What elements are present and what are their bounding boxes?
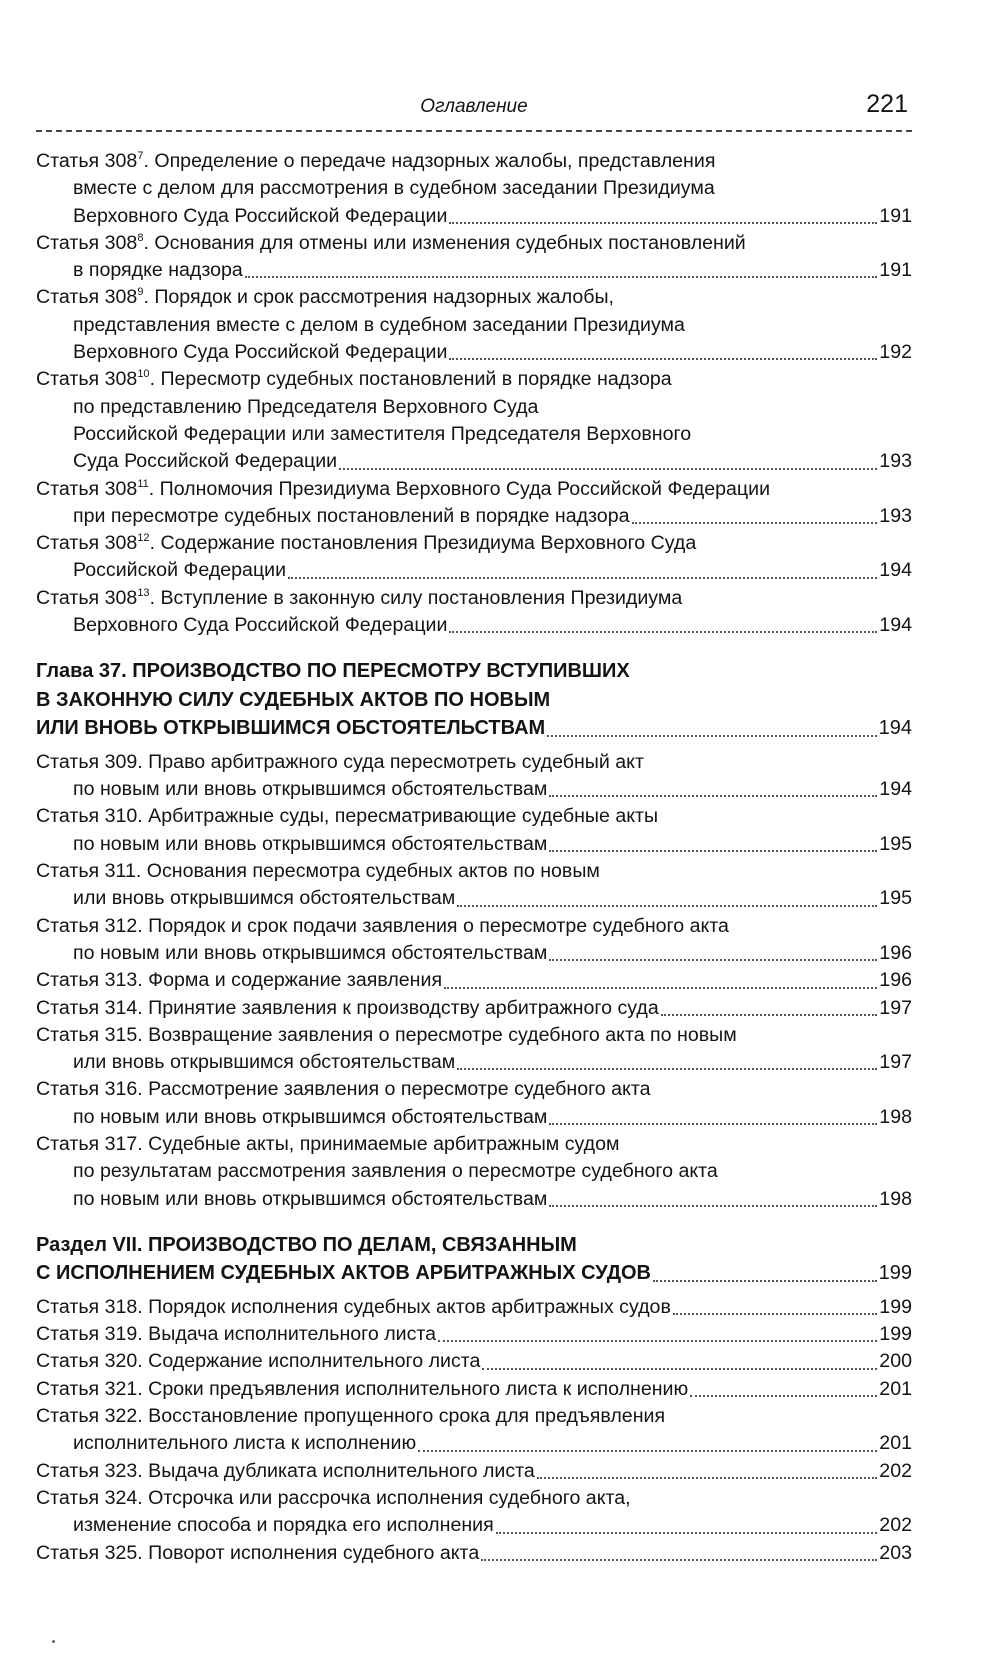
entry-page-number: 193 [879,504,912,527]
dot-leader [549,959,877,961]
toc-entry[interactable] [36,858,912,913]
dot-leader [438,1340,877,1342]
entry-title-line: Статья 325. Поворот исполнения судебного акта [36,1541,480,1564]
dot-leader [690,1395,877,1397]
table-of-contents [36,148,912,1567]
chapter-page-number: 194 [878,717,912,740]
article-superscript: 13 [137,586,150,599]
entry-title-line: Статья 323. Выдача дубликата исполнительного листа [36,1459,535,1482]
entry-page-number: 200 [879,1350,912,1373]
toc-entry[interactable] [36,1076,912,1131]
entry-page-number: 194 [879,614,912,637]
chapter-title-line: Глава 37. ПРОИЗВОДСТВО ПО ПЕРЕСМОТРУ ВСТУПИВШИХ [36,660,630,683]
dot-leader [549,1123,877,1125]
entry-title-line: Верховного Суда Российской Федерации [73,341,448,364]
dot-leader [653,1280,877,1282]
entry-title-line: вместе с делом для рассмотрения в судебном заседании Президиума [73,177,715,200]
toc-entry[interactable]: Статья $308^9$. Порядок и срок рассмотрения надзорных жалобы, представления вместе с делом в судебном заседании Президиума Верховного Суда Российской Федерации 192 [36,284,912,366]
entry-title-line: Определение о передаче надзорных жалобы, представления [154,150,716,172]
entry-title-line: Пересмотр судебных постановлений в порядке надзора [160,368,672,391]
article-label: Статья 308 [36,231,138,254]
entry-title-line: по результатам рассмотрения заявления о пересмотре судебного акта [73,1160,718,1183]
article-label: Статья 308 [36,368,138,391]
article-superscript: 10 [137,368,150,381]
entry-title-line: Статья 318. Порядок исполнения судебных актов арбитражных судов [36,1295,671,1318]
toc-entry[interactable]: Статья $308^{11}$. Полномочия Президиума Верховного Суда Российской Федерации при пересмотре судебных постановлений в порядке надзора 193 [36,476,912,531]
article-label: Статья 308 [36,477,138,500]
dot-leader [449,222,877,224]
toc-entry[interactable]: Статья $308^8$. Основания для отмены или изменения судебных постановлений в порядке надзора 191 [36,230,912,285]
entry-title-line: Статья 322. Восстановление пропущенного срока для предъявления [36,1405,666,1428]
chapter-title-line: В ЗАКОННУЮ СИЛУ СУДЕБНЫХ АКТОВ ПО НОВЫМ [36,688,551,711]
entry-title-line: Порядок и срок рассмотрения надзорных жалобы, [154,286,615,309]
toc-entry[interactable] [36,749,912,804]
entry-page-number: 192 [879,341,912,364]
dot-leader [245,276,877,278]
toc-entry[interactable]: Статья $308^{10}$. Пересмотр судебных постановлений в порядке надзора по представлению Председателя Верховного Суда Российской Федерации или заместителя Председателя Верховного Суда Российской Федерации 193 [36,366,912,475]
entry-page-number: 194 [879,559,912,582]
toc-entry[interactable] [36,803,912,858]
entry-page-number: 203 [879,1541,912,1564]
entry-title-line: Статья 314. Принятие заявления к производству арбитражного суда [36,996,659,1019]
toc-entry[interactable] [36,1540,912,1567]
article-label: Статья 308 [36,150,138,172]
entry-page-number: 198 [879,1187,912,1210]
entry-title-line: по новым или вновь открывшимся обстоятельствам [73,832,548,855]
entry-title-line: Российской Федерации [73,559,287,582]
toc-entry[interactable] [36,1022,912,1077]
section-page-number: 199 [878,1262,912,1285]
entry-title-line: Статья 324. Отсрочка или рассрочка исполнения судебного акта, [36,1486,631,1509]
article-superscript: 9 [137,286,144,299]
entry-title-line: представления вместе с делом в судебном заседании Президиума [73,313,685,336]
entry-title-line: по новым или вновь открывшимся обстоятельствам [73,778,548,801]
entry-page-number: 202 [879,1459,912,1482]
entry-title-line: Основания для отмены или изменения судебных постановлений [154,231,746,254]
entry-page-number: 191 [879,204,912,227]
article-superscript: 8 [137,231,144,244]
dot-leader [547,735,876,737]
entry-page-number: 194 [879,778,912,801]
entry-title-line: Статья 309. Право арбитражного суда пересмотреть судебный акт [36,750,644,773]
toc-entry[interactable]: Статья $308^7$. Определение о передаче надзорных жалобы, представления вместе с делом для рассмотрения в судебном заседании Президиума Верховного Суда Российской Федерации 191 [36,148,912,230]
entry-title-line: по представлению Председателя Верховного Суда [73,395,539,418]
entry-title-line: Верховного Суда Российской Федерации [73,204,448,227]
dot-leader [632,522,878,524]
dot-leader [444,987,877,989]
entry-page-number: 196 [879,969,912,992]
dot-leader [418,1450,877,1452]
entry-title-line: при пересмотре судебных постановлений в порядке надзора [73,504,630,527]
dot-leader [457,1068,877,1070]
chapter-heading[interactable] [36,657,912,743]
entry-title-line: Статья 313. Форма и содержание заявления [36,969,443,992]
toc-entry[interactable] [36,1376,912,1403]
toc-entry[interactable] [36,1485,912,1540]
entry-title-line: Статья 316. Рассмотрение заявления о пересмотре судебного акта [36,1078,651,1101]
entry-page-number: 191 [879,259,912,282]
toc-entry[interactable] [36,913,912,968]
article-label: Статья 308 [36,532,138,555]
entry-page-number: 197 [879,996,912,1019]
entry-page-number: 195 [879,832,912,855]
toc-entry[interactable] [36,1403,912,1458]
entry-title-line: по новым или вновь открывшимся обстоятельствам [73,941,548,964]
article-label: Статья 308 [36,286,138,309]
section-title-line: Раздел VII. ПРОИЗВОДСТВО ПО ДЕЛАМ, СВЯЗАННЫМ [36,1233,577,1256]
dot-leader [339,468,877,470]
entry-page-number: 195 [879,887,912,910]
entry-title-line: Суда Российской Федерации [73,450,338,473]
scan-speck [52,1640,55,1643]
entry-page-number: 198 [879,1105,912,1128]
article-superscript: 7 [137,150,144,162]
entry-title-line: Статья 310. Арбитражные суды, пересматривающие судебные акты [36,805,659,828]
dot-leader [496,1532,878,1534]
chapter-title-line: ИЛИ ВНОВЬ ОТКРЫВШИМСЯ ОБСТОЯТЕЛЬСТВАМ [36,717,546,740]
toc-entry[interactable] [36,995,912,1022]
entry-page-number: 193 [879,450,912,473]
entry-page-number: 199 [879,1295,912,1318]
entry-title-line: Статья 311. Основания пересмотра судебных актов по новым [36,860,600,883]
dot-leader [457,905,877,907]
page-number: 221 [866,90,908,118]
dot-leader [537,1477,878,1479]
entry-title-line: исполнительного листа к исполнению [73,1432,417,1455]
article-label: Статья 308 [36,586,138,609]
entry-title-line: или вновь открывшимся обстоятельствам [73,887,456,910]
entry-title-line: Полномочия Президиума Верховного Суда Российской Федерации [159,477,771,500]
entry-title-line: Верховного Суда Российской Федерации [73,614,448,637]
toc-entry[interactable] [36,967,912,994]
entry-title-line: Статья 321. Сроки предъявления исполнительного листа к исполнению [36,1377,689,1400]
toc-entry[interactable] [36,1321,912,1348]
toc-entry[interactable]: Статья $308^{13}$. Вступление в законную силу постановления Президиума Верховного Суда Российской Федерации 194 [36,585,912,640]
entry-page-number: 201 [879,1432,912,1455]
section-title-line: С ИСПОЛНЕНИЕМ СУДЕБНЫХ АКТОВ АРБИТРАЖНЫХ СУДОВ [36,1262,651,1285]
dot-leader [549,1205,877,1207]
entry-title-line: изменение способа и порядка его исполнения [73,1514,494,1537]
article-superscript: 11 [137,477,149,490]
dot-leader [549,795,877,797]
entry-page-number: 197 [879,1051,912,1074]
entry-title-line: или вновь открывшимся обстоятельствам [73,1051,456,1074]
entry-title-line: Содержание постановления Президиума Верховного Суда [160,532,697,555]
toc-entry[interactable] [36,1131,912,1213]
toc-entry[interactable]: Статья $308^{12}$. Содержание постановления Президиума Верховного Суда Российской Федерации 194 [36,530,912,585]
dot-leader [673,1313,877,1315]
entry-title-line: Статья 319. Выдача исполнительного листа [36,1323,437,1346]
dot-leader [449,358,877,360]
dot-leader [288,577,877,579]
entry-title-line: по новым или вновь открывшимся обстоятельствам [73,1187,548,1210]
entry-title-line: Статья 312. Порядок и срок подачи заявления о пересмотре судебного акта [36,914,729,937]
entry-title-line: Вступление в законную силу постановления Президиума [160,586,683,609]
entry-page-number: 199 [879,1323,912,1346]
section-heading[interactable] [36,1231,912,1288]
running-title: Оглавление [420,96,528,117]
toc-entry[interactable] [36,1458,912,1485]
entry-page-number: 196 [879,941,912,964]
entry-title-line: Статья 315. Возвращение заявления о пересмотре судебного акта по новым [36,1023,737,1046]
entry-title-line: Статья 320. Содержание исполнительного листа [36,1350,481,1373]
entry-title-line: в порядке надзора [73,259,243,282]
entry-page-number: 201 [879,1377,912,1400]
entry-page-number: 202 [879,1514,912,1537]
toc-entry[interactable] [36,1348,912,1375]
entry-title-line: по новым или вновь открывшимся обстоятельствам [73,1105,548,1128]
entry-title-line: Статья 317. Судебные акты, принимаемые арбитражным судом [36,1133,620,1155]
article-superscript: 12 [137,532,150,545]
page-header [36,90,912,132]
dot-leader [661,1014,878,1016]
dot-leader [449,631,877,633]
toc-entry[interactable] [36,1294,912,1321]
dot-leader [482,1368,877,1370]
dot-leader [481,1559,877,1561]
dot-leader [549,850,877,852]
entry-title-line: Российской Федерации или заместителя Председателя Верховного [73,422,692,445]
